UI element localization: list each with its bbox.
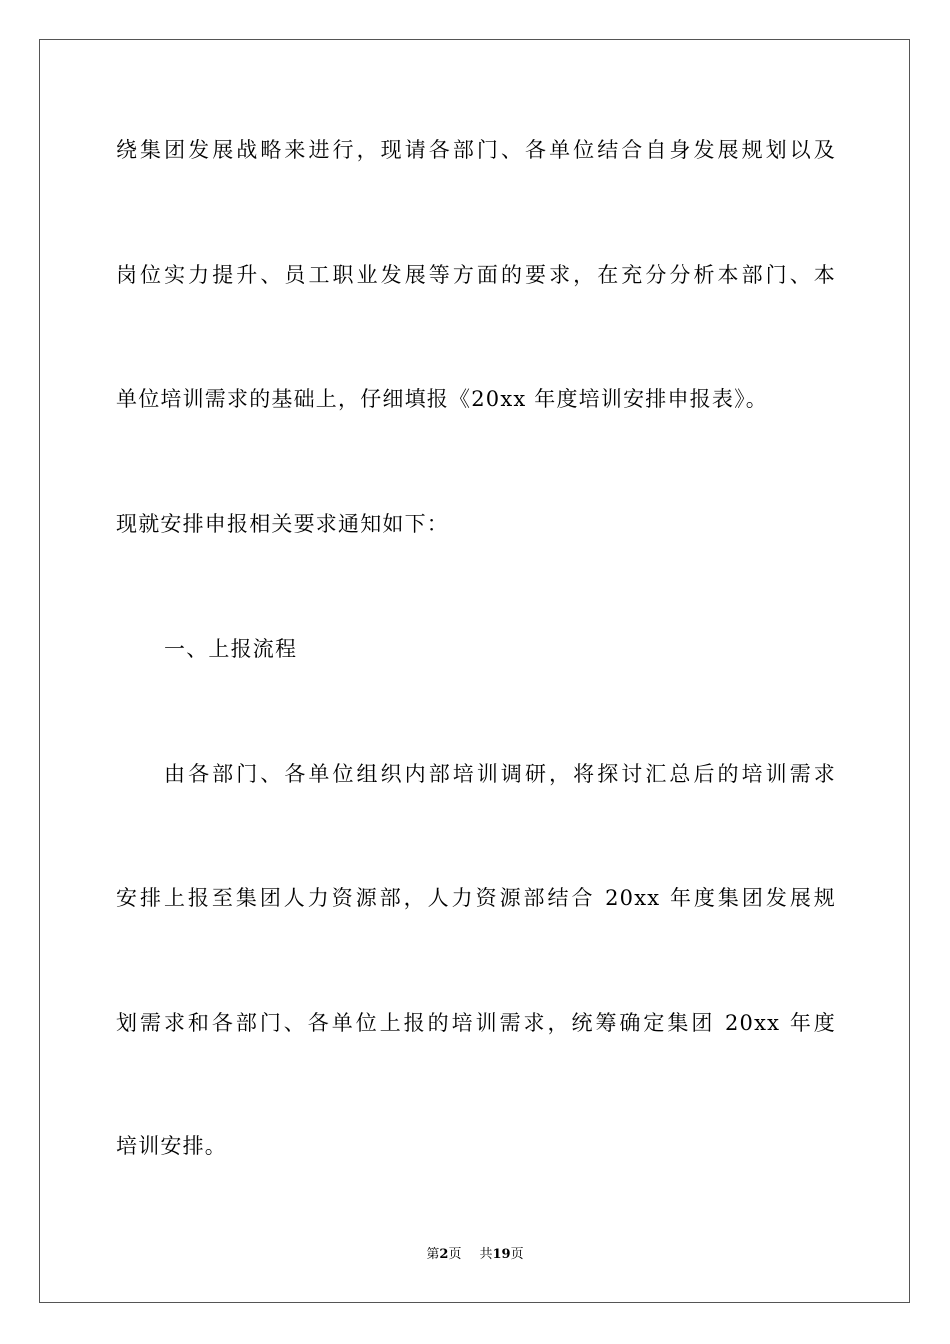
body-text-line: 安排上报至集团人力资源部，人力资源部结合 20xx 年度集团发展规 xyxy=(116,886,836,910)
section-heading: 一、上报流程 xyxy=(164,637,298,661)
body-text-line: 绕集团发展战略来进行，现请各部门、各单位结合自身发展规划以及 xyxy=(116,138,836,162)
page-footer xyxy=(0,1246,950,1264)
body-text-line: 现就安排申报相关要求通知如下： xyxy=(116,512,449,536)
body-text-line: 单位培训需求的基础上，仔细填报《20xx 年度培训安排申报表》。 xyxy=(116,387,768,411)
body-text-line: 划需求和各部门、各单位上报的培训需求，统筹确定集团 20xx 年度 xyxy=(116,1011,836,1035)
body-text-line: 岗位实力提升、员工职业发展等方面的要求，在充分分析本部门、本 xyxy=(116,263,836,287)
total-prefix: 共 xyxy=(479,1247,493,1262)
total-suffix: 页 xyxy=(510,1247,524,1262)
page-number: 2 xyxy=(439,1247,449,1262)
page-suffix: 页 xyxy=(448,1247,462,1262)
page-border xyxy=(39,39,910,1303)
body-text-line: 由各部门、各单位组织内部培训调研，将探讨汇总后的培训需求 xyxy=(164,762,836,786)
total-pages: 19 xyxy=(492,1247,511,1262)
page-prefix: 第 xyxy=(426,1247,440,1262)
body-text-line: 培训安排。 xyxy=(116,1134,227,1158)
